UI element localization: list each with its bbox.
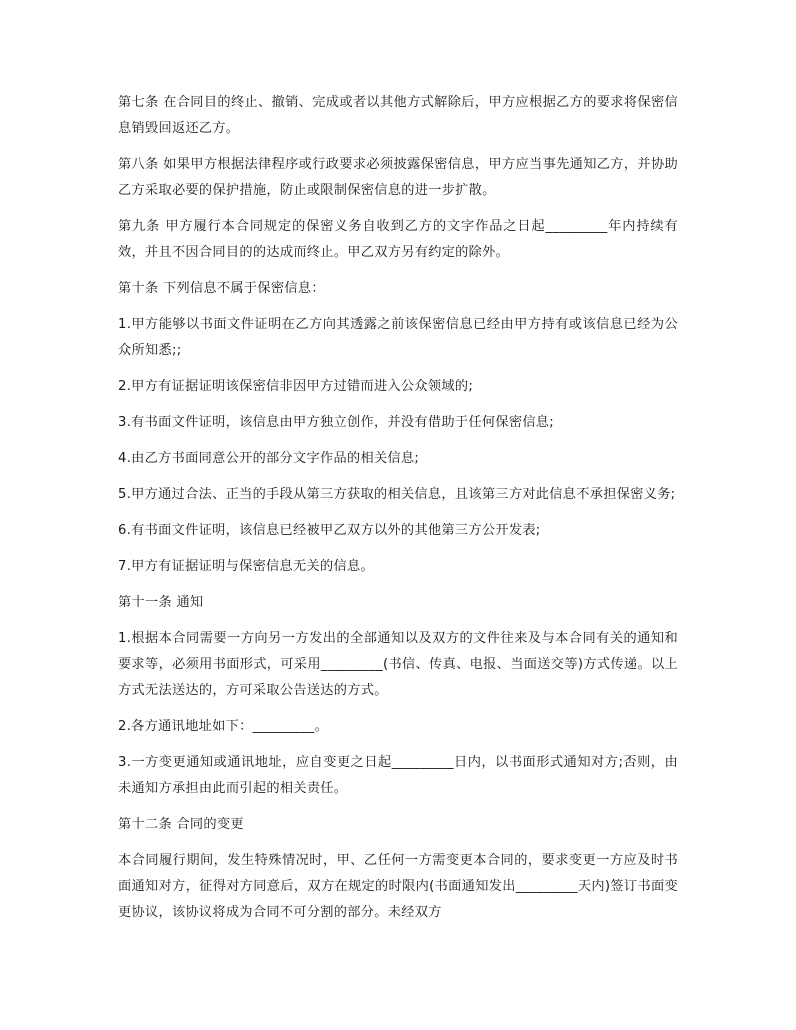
article-7: 第七条 在合同目的终止、撤销、完成或者以其他方式解除后，甲方应根据乙方的要求将保密信息销毁回返还乙方。	[118, 95, 678, 136]
article-10-item-7: 7.甲方有证据证明与保密信息无关的信息。	[118, 559, 374, 574]
article-11-heading: 第十一条 通知	[118, 595, 204, 610]
article-8: 第八条 如果甲方根据法律程序或行政要求必须披露保密信息，甲方应当事先通知乙方，并协助乙方采取必要的保护措施，防止或限制保密信息的进一步扩散。	[118, 157, 678, 198]
article-11-item-3: 3.一方变更通知或通讯地址，应自变更之日起_________日内，以书面形式通知对方;否则，由未通知方承担由此而引起的相关责任。	[118, 755, 678, 796]
article-10-item-1: 1.甲方能够以书面文件证明在乙方向其透露之前该保密信息已经由甲方持有或该信息已经为公众所知悉;;	[118, 317, 678, 358]
article-10-item-4: 4.由乙方书面同意公开的部分文字作品的相关信息;	[118, 451, 420, 466]
article-10-heading: 第十条 下列信息不属于保密信息：	[118, 281, 325, 296]
article-10-item-6: 6.有书面文件证明，该信息已经被甲乙双方以外的其他第三方公开发表;	[118, 523, 541, 538]
article-10-item-3: 3.有书面文件证明，该信息由甲方独立创作，并没有借助于任何保密信息;	[118, 415, 555, 430]
article-9: 第九条 甲方履行本合同规定的保密义务自收到乙方的文字作品之日起_________年内持续有效，并且不因合同目的的达成而终止。甲乙双方另有约定的除外。	[118, 219, 678, 260]
article-12-body: 本合同履行期间，发生特殊情况时，甲、乙任何一方需变更本合同的，要求变更一方应及时书面通知对方，征得对方同意后，双方在规定的时限内(书面通知发出_________天内)签订书面变更协议，该协议将成为合同不可分割的部分。未经双方	[118, 853, 678, 920]
article-11-item-1: 1.根据本合同需要一方向另一方发出的全部通知以及双方的文件往来及与本合同有关的通知和要求等，必须用书面形式，可采用_________(书信、传真、电报、当面送交等)方式传递。以上方式无法送达的，方可采取公告送达的方式。	[118, 631, 678, 698]
article-10-item-2: 2.甲方有证据证明该保密信非因甲方过错而进入公众领域的;	[118, 379, 474, 394]
article-12-heading: 第十二条 合同的变更	[118, 817, 244, 832]
document-body	[118, 90, 678, 936]
article-11-item-2: 2.各方通讯地址如下：_________。	[118, 719, 329, 734]
article-10-item-5: 5.甲方通过合法、正当的手段从第三方获取的相关信息，且该第三方对此信息不承担保密义务;	[118, 487, 676, 502]
